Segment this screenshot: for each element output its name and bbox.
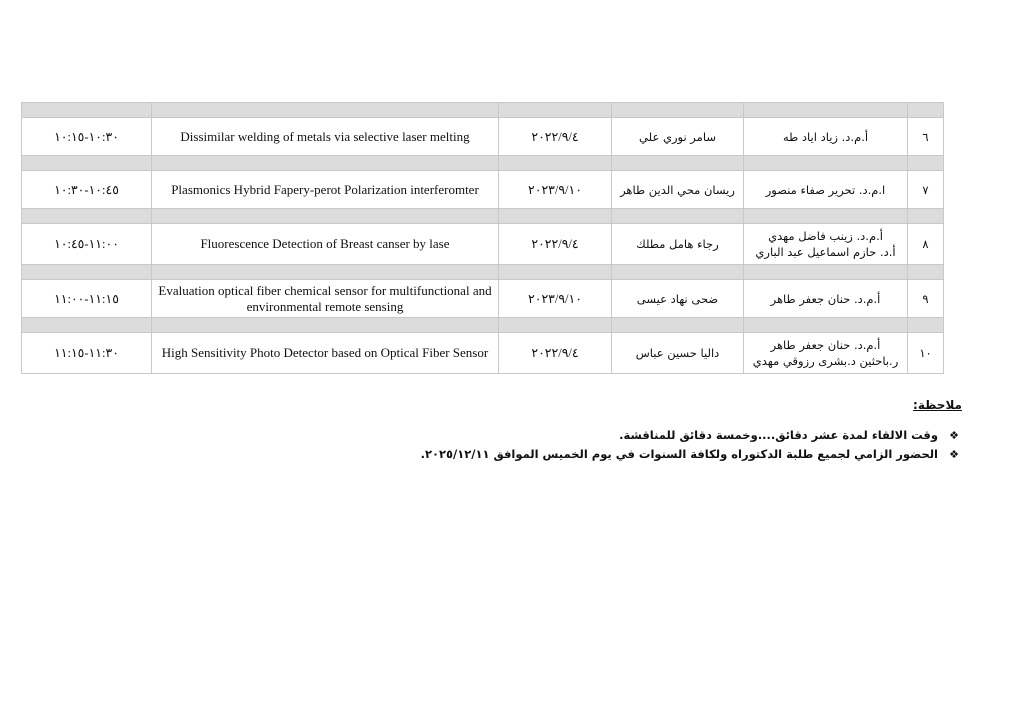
table-row xyxy=(22,224,944,265)
table-row xyxy=(22,118,944,156)
note-text: وقت الالقاء لمدة عشر دقائق....وخمسة دقائق للمناقشة. xyxy=(619,428,938,442)
table-row xyxy=(22,171,944,209)
separator-row xyxy=(22,318,944,333)
title-cell: Fluorescence Detection of Breast canser by lase xyxy=(152,224,499,265)
number-cell: ٦ xyxy=(908,118,944,156)
student-cell: داليا حسين عباس xyxy=(612,333,744,374)
title-cell: Evaluation optical fiber chemical sensor for multifunctional and environmental remote sensing xyxy=(152,280,499,318)
time-cell: ١٠:٣٠-١٠:١٥ xyxy=(22,118,152,156)
date-cell: ٢٠٢٣/٩/١٠ xyxy=(499,171,612,209)
separator-row xyxy=(22,103,944,118)
student-cell: رجاء هامل مطلك xyxy=(612,224,744,265)
diamond-bullet-icon: ❖ xyxy=(949,448,959,461)
number-cell: ١٠ xyxy=(908,333,944,374)
co-supervisor-name: ر.باحثين د.بشرى رزوقي مهدي xyxy=(752,354,899,368)
separator-row xyxy=(22,156,944,171)
time-cell: ١٠:٤٥-١٠:٣٠ xyxy=(22,171,152,209)
note-item xyxy=(402,445,962,464)
supervisor-name: ا.م.د. تحرير صفاء منصور xyxy=(765,182,886,197)
notes-title: ملاحظة: xyxy=(913,398,962,412)
title-cell: Plasmonics Hybrid Fapery-perot Polarization interferomter xyxy=(152,171,499,209)
note-item xyxy=(402,426,962,445)
number-cell: ٨ xyxy=(908,224,944,265)
title-cell: Dissimilar welding of metals via selective laser melting xyxy=(152,118,499,156)
table-row xyxy=(22,333,944,374)
table-row xyxy=(22,280,944,318)
student-cell: ريسان محي الدين طاهر xyxy=(612,171,744,209)
number-cell: ٩ xyxy=(908,280,944,318)
seminar-schedule-table xyxy=(21,102,944,374)
student-cell: سامر نوري علي xyxy=(612,118,744,156)
supervisor-name: أ.م.د. زياد اياد طه xyxy=(782,129,869,144)
note-text: الحضور الزامي لجميع طلبة الدكتوراه ولكافة السنوات في يوم الخميس الموافق ٢٠٢٥/١٢/١١. xyxy=(420,447,938,461)
date-cell: ٢٠٢٣/٩/١٠ xyxy=(499,280,612,318)
title-cell: High Sensitivity Photo Detector based on Optical Fiber Sensor xyxy=(152,333,499,374)
separator-row xyxy=(22,265,944,280)
time-cell: ١١:٠٠-١٠:٤٥ xyxy=(22,224,152,265)
co-supervisor-name: أ.د. حازم اسماعيل عبد الباري xyxy=(755,245,896,259)
supervisor-name: أ.م.د. زينب فاضل مهدي xyxy=(768,229,883,243)
supervisor-cell xyxy=(744,118,908,156)
date-cell: ٢٠٢٢/٩/٤ xyxy=(499,333,612,374)
supervisor-cell xyxy=(744,333,908,374)
date-cell: ٢٠٢٢/٩/٤ xyxy=(499,224,612,265)
supervisor-name: أ.م.د. حنان جعفر طاهر xyxy=(770,291,881,306)
notes-section xyxy=(402,398,962,464)
supervisor-name: أ.م.د. حنان جعفر طاهر xyxy=(770,338,881,352)
number-cell: ٧ xyxy=(908,171,944,209)
time-cell: ١١:١٥-١١:٠٠ xyxy=(22,280,152,318)
supervisor-cell xyxy=(744,171,908,209)
diamond-bullet-icon: ❖ xyxy=(949,429,959,442)
date-cell: ٢٠٢٢/٩/٤ xyxy=(499,118,612,156)
supervisor-cell xyxy=(744,280,908,318)
supervisor-cell xyxy=(744,224,908,265)
student-cell: ضحى نهاد عيسى xyxy=(612,280,744,318)
time-cell: ١١:٣٠-١١:١٥ xyxy=(22,333,152,374)
separator-row xyxy=(22,209,944,224)
